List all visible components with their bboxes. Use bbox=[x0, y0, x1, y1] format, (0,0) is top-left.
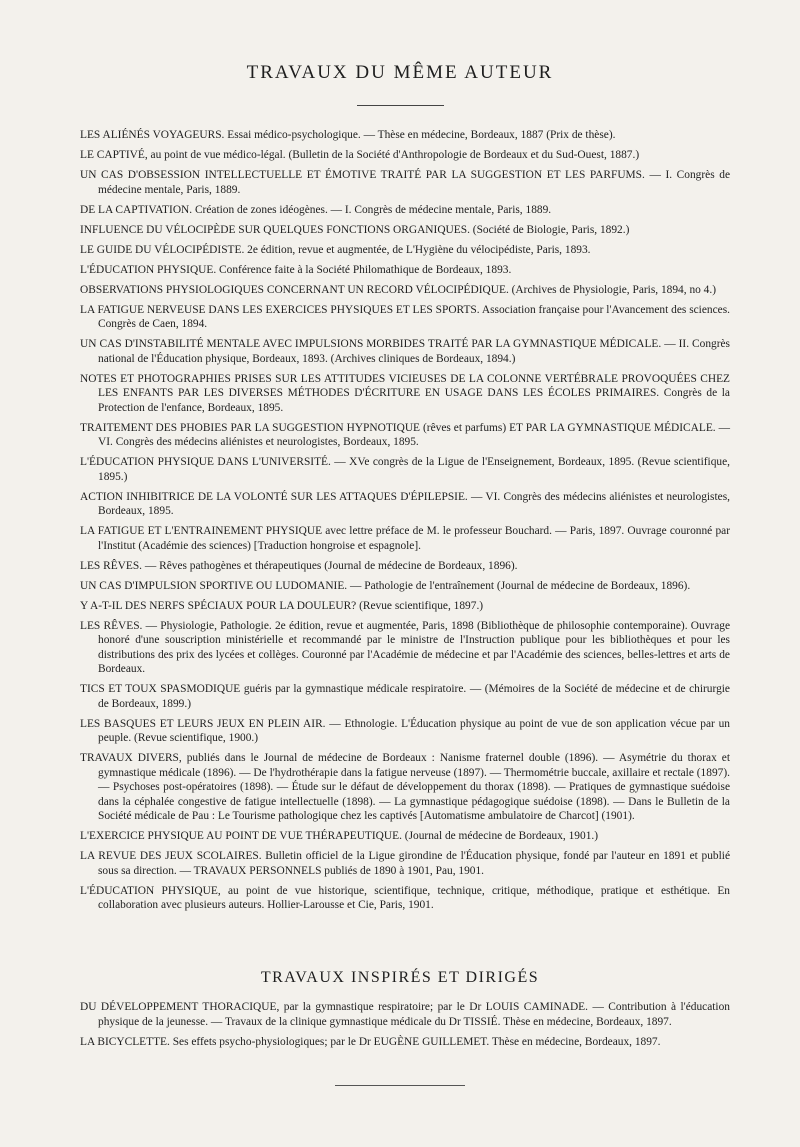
list-item: TRAITEMENT DES PHOBIES PAR LA SUGGESTION HYPNOTIQUE (rêves et parfums) ET PAR LA GYMNASTIQUE MÉDICALE. — VI. Congrès des médecins aliénistes et neurologistes, Bordeaux, 1895. bbox=[80, 421, 730, 448]
list-item: LES RÊVES. — Rêves pathogènes et thérapeutiques (Journal de médecine de Bordeaux, 1896). bbox=[80, 559, 518, 572]
list-item: NOTES ET PHOTOGRAPHIES PRISES SUR LES ATTITUDES VICIEUSES DE LA COLONNE VERTÉBRALE PROVOQUÉES CHEZ LES ENFANTS PAR LES DIVERSES MÉTHODES D'ÉCRITURE EN USAGE DANS LES ÉCOLES PRIMAIRES. Congrès de la Protection de l'enfance, Bordeaux, 1895. bbox=[80, 372, 730, 414]
list-item: LES BASQUES ET LEURS JEUX EN PLEIN AIR. — Ethnologie. L'Éducation physique au point de vue de son application vécue par un peuple. (Revue scientifique, 1900.) bbox=[80, 717, 730, 744]
list-item: LES RÊVES. — Physiologie, Pathologie. 2e édition, revue et augmentée, Paris, 1898 (Bibliothèque de philosophie contemporaine). Ouvrage honoré d'une souscription ministérielle et recommandé par le ministre de l'Instruction publique pour les bibliothèques et pour les distributions des prix des lycées et collèges. Couronné par l'Académie de médecine et par l'Académie des sciences, belles-lettres et arts de Bordeaux. bbox=[80, 619, 730, 675]
list-item: INFLUENCE DU VÉLOCIPÈDE SUR QUELQUES FONCTIONS ORGANIQUES. (Société de Biologie, Paris, 1892.) bbox=[80, 223, 630, 236]
list-item: L'ÉDUCATION PHYSIQUE, au point de vue historique, scientifique, technique, critique, méthodique, pratique et esthétique. En collaboration avec plusieurs auteurs. Hollier-Larousse et Cie, Paris, 1901. bbox=[80, 884, 730, 911]
list-item: TRAVAUX DIVERS, publiés dans le Journal de médecine de Bordeaux : Nanisme fraternel double (1896). — Asymétrie du thorax et gymnastique médicale (1896). — De l'hydrothérapie dans la fatigue nerveuse (1897). — Thermométrie buccale, axillaire et rectale (1897). — Psychoses post-opératoires (1898). — Étude sur le défaut de développement du thorax (1898). — Pratiques de gymnastique suédoise dans la céphalée congestive de fatigue intellectuelle (1898). — La gymnastique pédagogique suédoise (1898). — Dans le Bulletin de la Société médicale de Pau : Le Tourisme pathologique chez les captivés [Automatisme ambulatoire de Charcot] (1901). bbox=[80, 752, 730, 822]
title-rule bbox=[357, 105, 444, 106]
list-item: L'ÉDUCATION PHYSIQUE DANS L'UNIVERSITÉ. — XVe congrès de la Ligue de l'Enseignement, Bordeaux, 1895. (Revue scientifique, 1895.) bbox=[80, 456, 730, 483]
list-item: L'EXERCICE PHYSIQUE AU POINT DE VUE THÉRAPEUTIQUE. (Journal de médecine de Bordeaux, 1901.) bbox=[80, 830, 599, 842]
list-item: LE GUIDE DU VÉLOCIPÉDISTE. 2e édition, revue et augmentée, de L'Hygiène du vélocipédiste, Paris, 1893. bbox=[80, 243, 591, 256]
list-item: DU DÉVELOPPEMENT THORACIQUE, par la gymnastique respiratoire; par le Dr LOUIS CAMINADE. — Contribution à l'éducation physique de la jeunesse. — Travaux de la clinique gymnastique médicale du Dr TISSIÉ. Thèse en médecine, Bordeaux, 1897. bbox=[80, 1001, 730, 1028]
list-item: L'ÉDUCATION PHYSIQUE. Conférence faite à la Société Philomathique de Bordeaux, 1893. bbox=[80, 263, 512, 276]
list-item: TICS ET TOUX SPASMODIQUE guéris par la gymnastique médicale respiratoire. — (Mémoires de la Société de médecine et de chirurgie de Bordeaux, 1899.) bbox=[80, 683, 730, 710]
section-title: TRAVAUX INSPIRÉS ET DIRIGÉS bbox=[260, 969, 540, 986]
list-item: Y A-T-IL DES NERFS SPÉCIAUX POUR LA DOULEUR? (Revue scientifique, 1897.) bbox=[80, 599, 484, 612]
list-item: UN CAS D'IMPULSION SPORTIVE OU LUDOMANIE. — Pathologie de l'entraînement (Journal de médecine de Bordeaux, 1896). bbox=[80, 579, 691, 592]
bottom-rule bbox=[335, 1085, 465, 1086]
directed-works-list bbox=[80, 1000, 730, 1055]
works-list bbox=[80, 128, 730, 918]
list-item: LA FATIGUE ET L'ENTRAINEMENT PHYSIQUE avec lettre préface de M. le professeur Bouchard. — Paris, 1897. Ouvrage couronné par l'Institut (Académie des sciences) [Traduction hongroise et espagnole]. bbox=[80, 525, 730, 552]
list-item: OBSERVATIONS PHYSIOLOGIQUES CONCERNANT UN RECORD VÉLOCIPÉDIQUE. (Archives de Physiologie, Paris, 1894, no 4.) bbox=[80, 283, 717, 296]
page-title: TRAVAUX DU MÊME AUTEUR bbox=[246, 62, 554, 83]
list-item: DE LA CAPTIVATION. Création de zones idéogènes. — I. Congrès de médecine mentale, Paris, 1889. bbox=[80, 203, 552, 216]
list-item: LA BICYCLETTE. Ses effets psycho-physiologiques; par le Dr EUGÈNE GUILLEMET. Thèse en médecine, Bordeaux, 1897. bbox=[80, 1035, 661, 1048]
list-item: LA FATIGUE NERVEUSE DANS LES EXERCICES PHYSIQUES ET LES SPORTS. Association française pour l'Avancement des sciences. Congrès de Caen, 1894. bbox=[80, 303, 730, 330]
list-item: UN CAS D'INSTABILITÉ MENTALE AVEC IMPULSIONS MORBIDES TRAITÉ PAR LA GYMNASTIQUE MÉDICALE. — II. Congrès national de l'Éducation physique, Bordeaux, 1893. (Archives cliniques de Bordeaux, 1894.) bbox=[80, 338, 730, 365]
list-item: LE CAPTIVÉ, au point de vue médico-légal. (Bulletin de la Société d'Anthropologie de Bordeaux et du Sud-Ouest, 1887.) bbox=[80, 149, 640, 161]
list-item: UN CAS D'OBSESSION INTELLECTUELLE ET ÉMOTIVE TRAITÉ PAR LA SUGGESTION ET LES PARFUMS. — I. Congrès de médecine mentale, Paris, 1889. bbox=[80, 169, 730, 196]
list-item: LES ALIÉNÉS VOYAGEURS. Essai médico-psychologique. — Thèse en médecine, Bordeaux, 1887 (Prix de thèse). bbox=[80, 129, 616, 141]
list-item: ACTION INHIBITRICE DE LA VOLONTÉ SUR LES ATTAQUES D'ÉPILEPSIE. — VI. Congrès des médecins aliénistes et neurologistes, Bordeaux, 1895. bbox=[80, 490, 730, 517]
list-item: LA REVUE DES JEUX SCOLAIRES. Bulletin officiel de la Ligue girondine de l'Éducation physique, fondé par l'auteur en 1891 et publié sous sa direction. — TRAVAUX PERSONNELS publiés de 1890 à 1901, Pau, 1901. bbox=[80, 850, 730, 877]
